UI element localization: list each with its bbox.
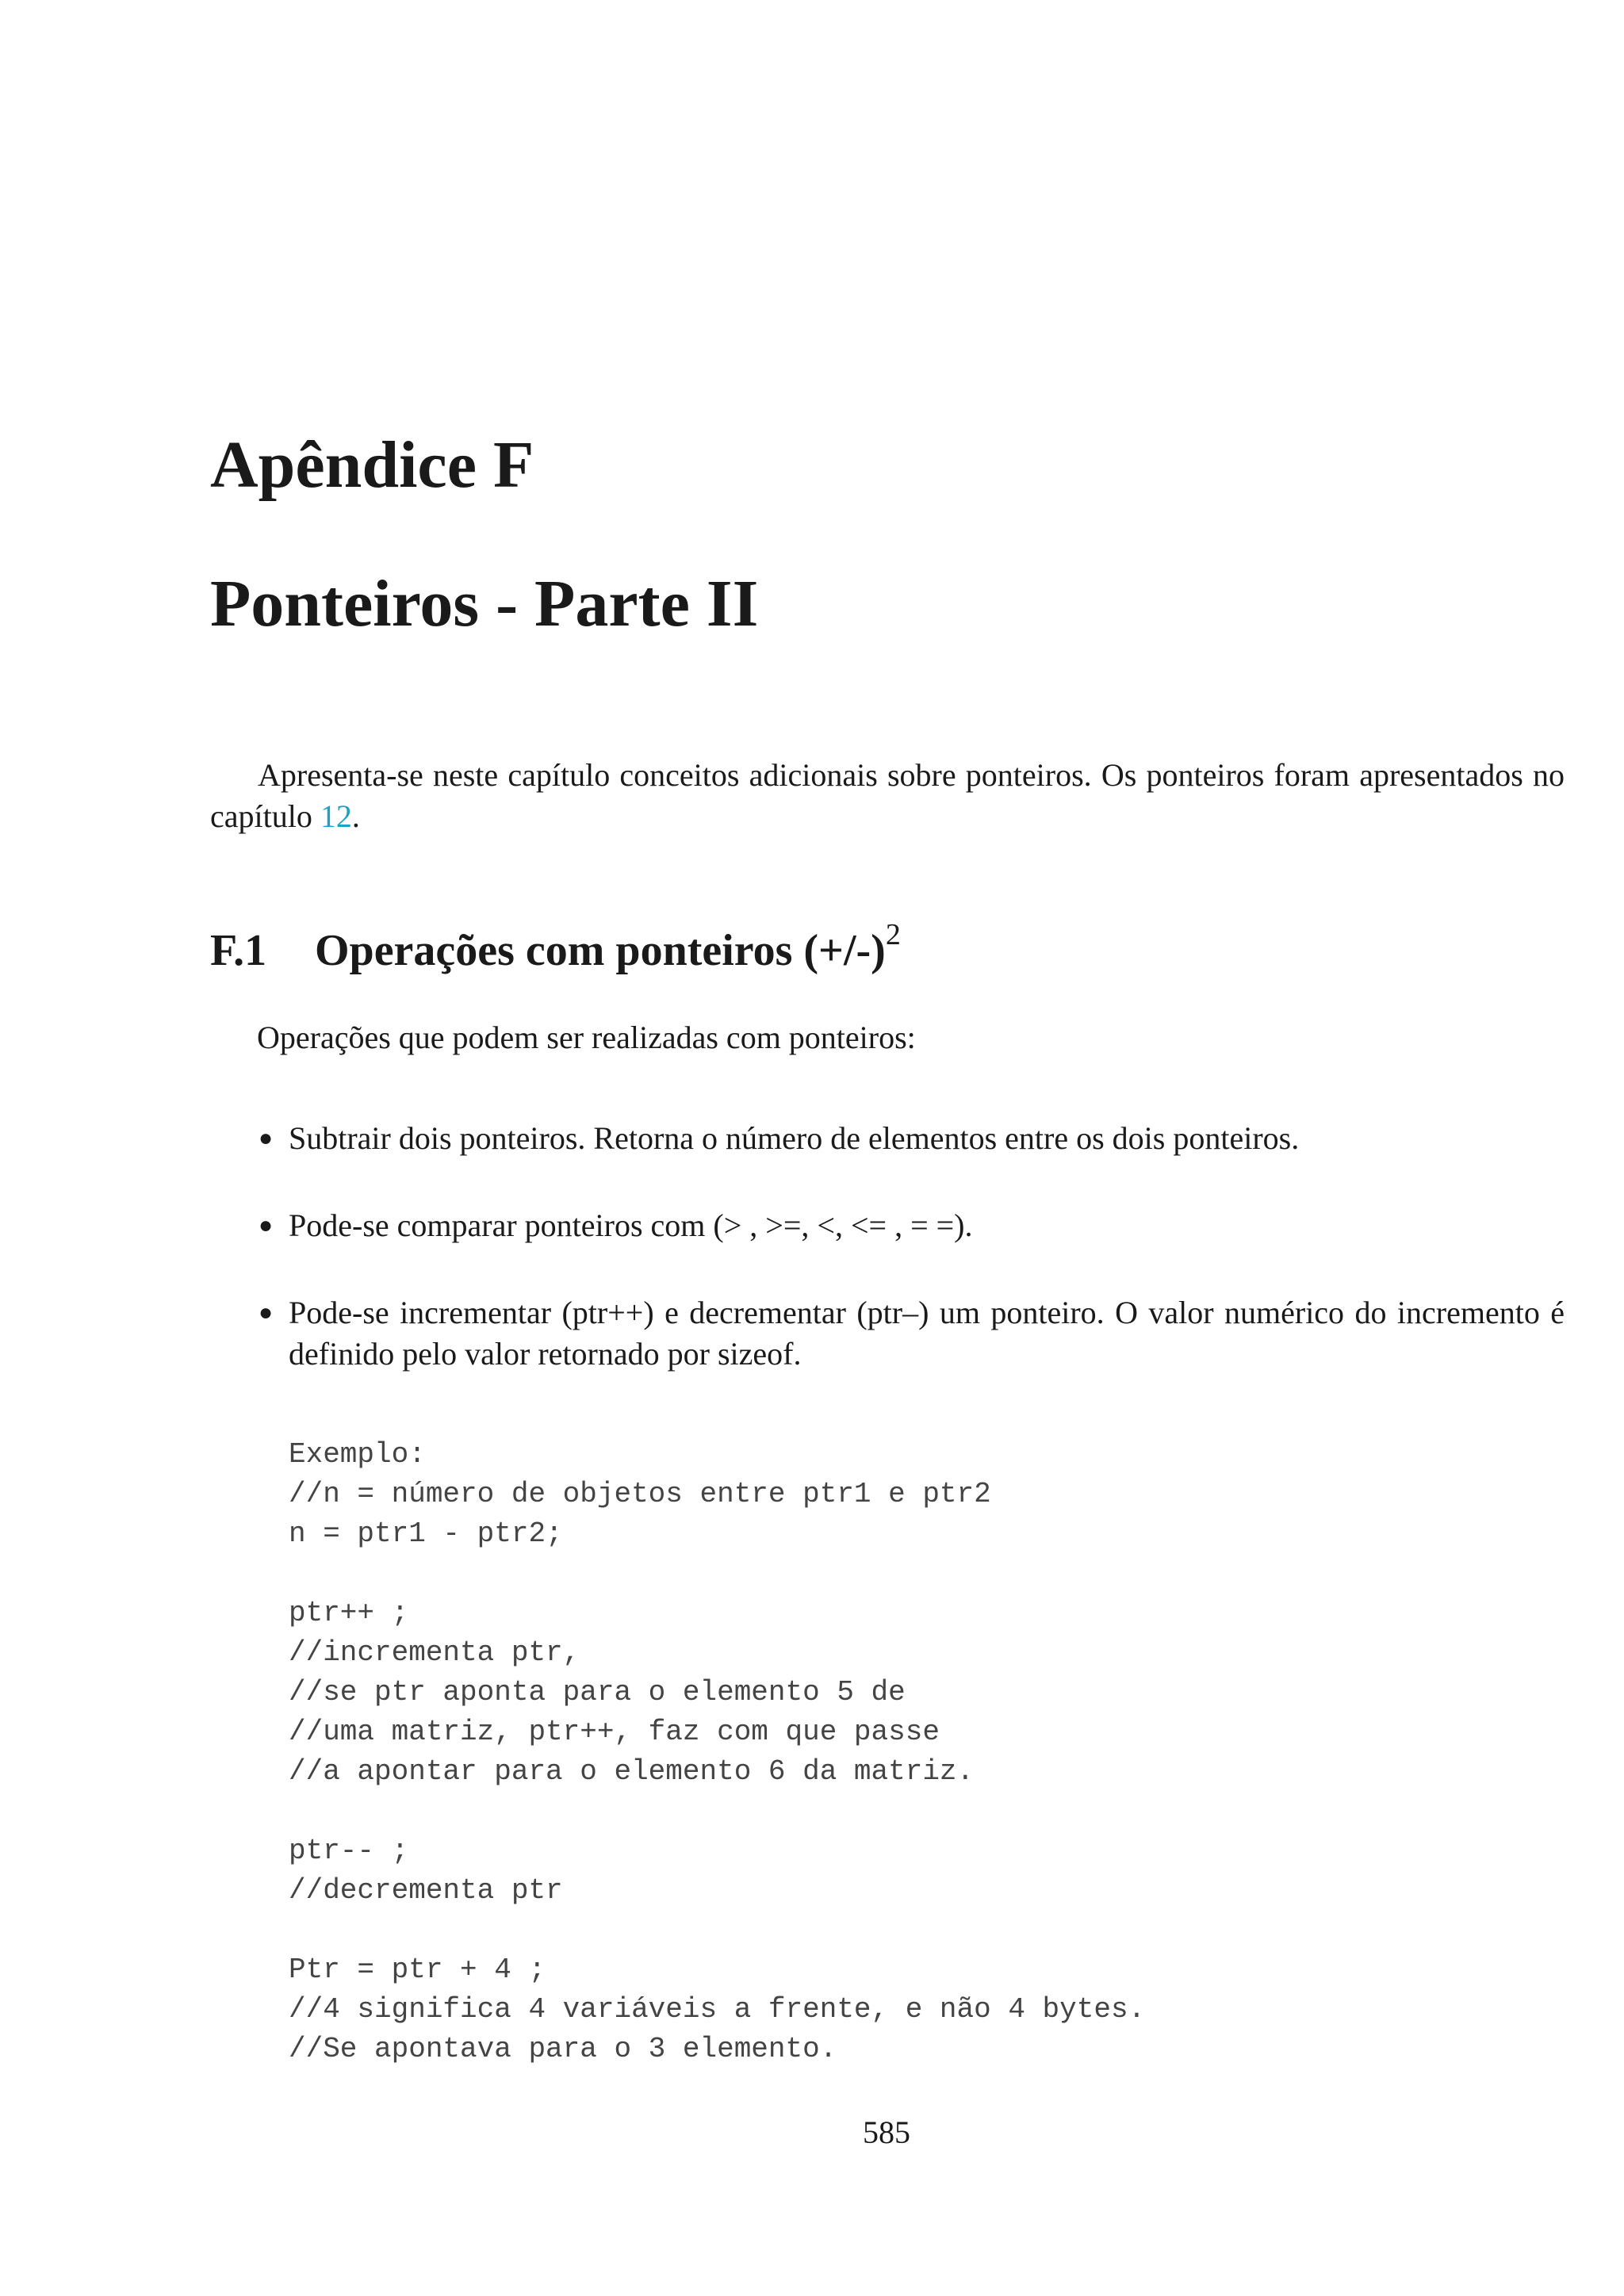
section-heading xyxy=(210,920,901,973)
list-item xyxy=(257,1292,1565,1375)
list-item-text: Subtrair dois ponteiros. Retorna o número de elementos entre os dois ponteiros. xyxy=(289,1120,1300,1156)
bullet-icon: ● xyxy=(259,1299,274,1326)
list-item-text: Pode-se incrementar (ptr++) e decrementar (ptr–) um ponteiro. O valor numérico do incremento é definido pelo valor retornado por sizeof. xyxy=(289,1295,1565,1372)
footnote-marker[interactable]: 2 xyxy=(885,918,901,951)
chapter-reference-link[interactable]: 12 xyxy=(320,798,352,834)
list-item xyxy=(257,1205,1565,1246)
chapter-title: Ponteiros - Parte II xyxy=(210,567,759,641)
intro-text-end: . xyxy=(351,798,360,834)
list-item-text: Pode-se comparar ponteiros com (> , >=, <, <= , = =). xyxy=(289,1207,973,1243)
bullet-icon: ● xyxy=(259,1212,274,1238)
section-number: F.1 xyxy=(210,926,267,975)
lead-paragraph: Operações que podem ser realizadas com ponteiros: xyxy=(257,1020,916,1055)
page-number: 585 xyxy=(863,2114,910,2150)
section-title: Operações com ponteiros (+/-) xyxy=(315,926,886,975)
intro-paragraph xyxy=(210,755,1565,837)
code-example: Exemplo: //n = número de objetos entre ptr1 e ptr2 n = ptr1 - ptr2; ptr++ ; //incrementa ptr, //se ptr aponta para o elemento 5 de //uma matriz, ptr++, faz com que passe //a apontar para o elemento 6 da matriz. ptr-- ; //decrementa ptr Ptr = ptr + 4 ; //4 significa 4 variáveis a frente, e não 4 bytes. //Se apontava para o 3 elemento. xyxy=(289,1438,1146,2065)
appendix-label: Apêndice F xyxy=(210,428,534,502)
list-item xyxy=(257,1118,1565,1159)
bullet-icon: ● xyxy=(259,1125,274,1151)
bullet-list xyxy=(257,1118,1565,1421)
intro-text: Apresenta-se neste capítulo conceitos adicionais sobre ponteiros. Os ponteiros foram apresentados no capítulo xyxy=(210,757,1565,834)
